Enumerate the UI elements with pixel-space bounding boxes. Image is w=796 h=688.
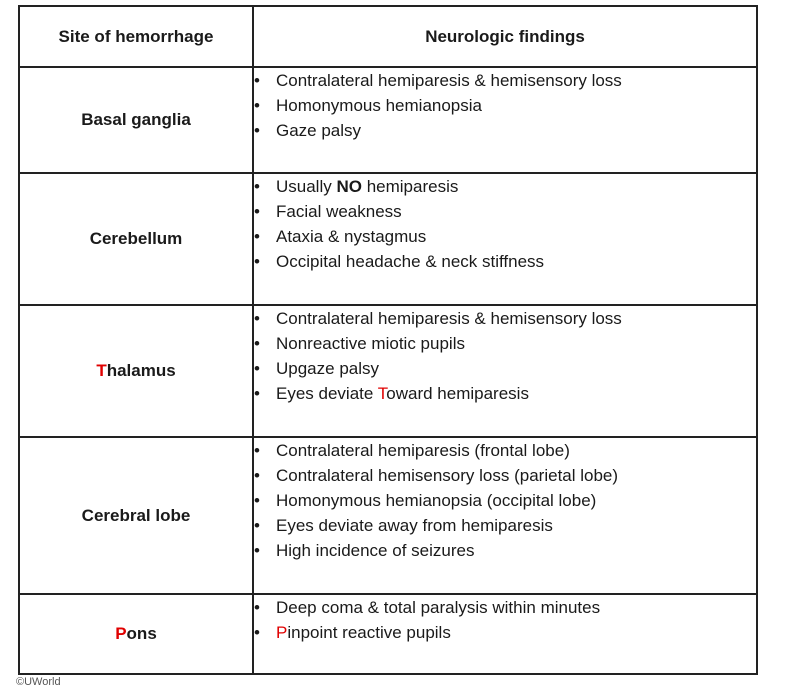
findings-cell-pons [253,594,757,674]
list-item: • Facial weakness [254,199,756,224]
findings-list [254,595,756,645]
site-name-rest: ons [126,624,157,643]
text-run: inpoint reactive pupils [287,623,451,642]
list-item: • Homonymous hemianopsia [254,93,756,118]
list-item: • Eyes deviate away from hemiparesis [254,513,756,538]
list-item [254,620,756,645]
hemorrhage-findings-table [18,5,758,675]
findings-cell-cerebral-lobe [253,437,757,594]
mnemonic-letter-p: P [276,623,288,642]
list-item: • Contralateral hemiparesis (frontal lobe) [254,438,756,463]
list-item: • Nonreactive miotic pupils [254,331,756,356]
table-row-cerebellum [19,173,757,305]
findings-cell-cerebellum [253,173,757,305]
list-item: • High incidence of seizures [254,538,756,563]
table-row-pons [19,594,757,674]
site-cell-cerebral-lobe: Cerebral lobe [19,437,253,594]
table-row-thalamus [19,305,757,437]
mnemonic-letter-t: T [377,384,387,403]
findings-list [254,306,756,406]
findings-list [254,174,756,274]
text-run: hemiparesis [361,177,459,196]
mnemonic-letter-t: T [96,361,107,380]
list-item: • Deep coma & total paralysis within minutes [254,595,756,620]
list-item: • Contralateral hemiparesis & hemisensory loss [254,306,756,331]
list-item: • Homonymous hemianopsia (occipital lobe) [254,488,756,513]
copyright-watermark: ©UWorld [16,676,61,688]
site-name-rest: halamus [106,361,176,380]
list-item: • Upgaze palsy [254,356,756,381]
list-item: • Contralateral hemiparesis & hemisensory loss [254,68,756,93]
mnemonic-letter-p: P [115,624,127,643]
table-row-cerebral-lobe [19,437,757,594]
site-cell-cerebellum: Cerebellum [19,173,253,305]
findings-list [254,68,756,143]
list-item: • Occipital headache & neck stiffness [254,249,756,274]
table-row-basal-ganglia [19,67,757,173]
findings-cell-basal-ganglia [253,67,757,173]
findings-cell-thalamus [253,305,757,437]
text-run: Eyes deviate [276,384,378,403]
site-cell-thalamus [19,305,253,437]
site-cell-basal-ganglia: Basal ganglia [19,67,253,173]
text-run: oward hemiparesis [386,384,529,403]
findings-list [254,438,756,563]
emphasis-no: NO [336,177,362,196]
list-item [254,174,756,199]
table-header-row [19,6,757,67]
list-item [254,381,756,406]
list-item: • Contralateral hemisensory loss (parietal lobe) [254,463,756,488]
site-cell-pons [19,594,253,674]
list-item: • Gaze palsy [254,118,756,143]
list-item: • Ataxia & nystagmus [254,224,756,249]
text-run: Usually [276,177,337,196]
header-neurologic-findings: Neurologic findings [253,6,757,67]
header-site-of-hemorrhage: Site of hemorrhage [19,6,253,67]
